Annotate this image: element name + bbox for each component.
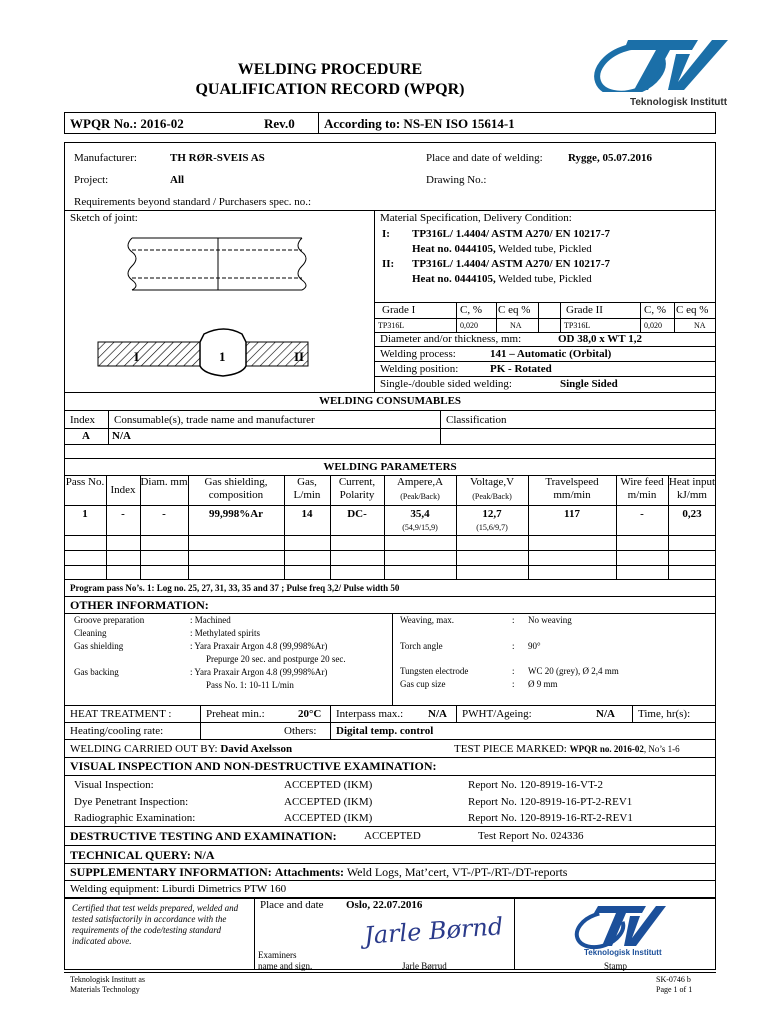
param-row-voltage-detail: (15,6/9,7)	[476, 523, 508, 532]
place-date-label: Place and date of welding:	[426, 152, 543, 164]
cooling-label: Heating/cooling rate:	[70, 725, 164, 737]
grade-1-c-label: C, %	[460, 304, 482, 316]
cleaning-value: : Methylated spirits	[190, 628, 260, 638]
destructive-report: Test Report No. 024336	[478, 830, 584, 842]
footer-doc-code: SK-0746 b	[656, 975, 691, 984]
torch-colon: :	[512, 641, 515, 651]
param-row-wire-feed: -	[640, 508, 644, 520]
radiographic-label: Radiographic Examination:	[74, 812, 196, 824]
other-title: OTHER INFORMATION:	[70, 598, 209, 612]
position-label: Welding position:	[380, 363, 459, 375]
others-label: Others:	[284, 725, 317, 737]
sketch-right-mark: II	[294, 349, 305, 364]
weaving-value: No weaving	[528, 615, 572, 625]
pwht-value: N/A	[596, 708, 615, 720]
consumables-row-value: N/A	[112, 430, 131, 442]
sided-value: Single Sided	[560, 378, 618, 390]
certification-statement: Certified that test welds prepared, welded and tested satisfactorily in accordance with the requirements of the code/testing standard indicated above.	[72, 903, 239, 946]
cup-colon: :	[512, 679, 515, 689]
param-header-current: Current, Polarity	[338, 476, 376, 501]
parameters-title: WELDING PARAMETERS	[323, 461, 457, 473]
sketch-label: Sketch of joint:	[70, 212, 138, 224]
material-1-label: I:	[382, 228, 390, 240]
param-header-heat-input: Heat input kJ/mm	[668, 476, 716, 501]
footer-page: Page 1 of 1	[656, 985, 693, 994]
place-date-value: Rygge, 05.07.2016	[568, 152, 652, 164]
cleaning-label: Cleaning	[74, 628, 107, 638]
carried-out: WELDING CARRIED OUT BY: David Axelsson	[70, 743, 293, 755]
welding-equipment: Welding equipment: Liburdi Dimetrics PTW 160	[70, 883, 287, 895]
program-note: Program pass No’s. 1: Log no. 25, 27, 31, 33, 35 and 37 ; Pulse freq 3,2/ Pulse width 50	[70, 583, 400, 593]
pwht-label: PWHT/Ageing:	[462, 708, 532, 720]
weaving-colon: :	[512, 615, 515, 625]
tungsten-label: Tungsten electrode	[400, 666, 469, 676]
visual-title: VISUAL INSPECTION AND NON-DESTRUCTIVE EXAMINATION:	[70, 759, 437, 773]
param-row-heat-input: 0,23	[682, 508, 702, 520]
grade-2-c-value: 0,020	[644, 321, 662, 330]
visual-inspection-label: Visual Inspection:	[74, 779, 154, 791]
dye-penetrant-report: Report No. 120-8919-16-PT-2-REV1	[468, 796, 633, 808]
param-header-diam: Diam. mm	[140, 476, 188, 488]
manufacturer-label: Manufacturer:	[74, 152, 137, 164]
technical-query: TECHNICAL QUERY: N/A	[70, 848, 215, 862]
visual-inspection-report: Report No. 120-8919-16-VT-2	[468, 779, 603, 791]
param-header-pass: Pass No.	[65, 476, 105, 488]
stamp-logo-icon	[570, 900, 670, 950]
torch-value: 90°	[528, 641, 541, 651]
destructive-result: ACCEPTED	[364, 830, 421, 842]
radiographic-result: ACCEPTED (IKM)	[284, 812, 373, 824]
examiner-signature: Jarle Børnd	[363, 912, 505, 950]
process-value: 141 – Automatic (Orbital)	[490, 348, 612, 360]
process-label: Welding process:	[380, 348, 456, 360]
gas-shield-label: Gas shielding	[74, 641, 124, 651]
stamp-label: Stamp	[604, 961, 628, 971]
param-header-gas-shielding: Gas shielding, composition	[204, 476, 268, 501]
stamp-text: Teknologisk Institutt	[584, 948, 662, 957]
radiographic-report: Report No. 120-8919-16-RT-2-REV1	[468, 812, 633, 824]
visual-inspection-result: ACCEPTED (IKM)	[284, 779, 373, 791]
param-row-diam: -	[162, 508, 166, 520]
requirements-label: Requirements beyond standard / Purchasers spec. no.:	[74, 196, 312, 208]
param-row-ampere: 35,4	[410, 508, 430, 520]
logo-mark-icon	[588, 32, 738, 92]
examiners-label: Examiners	[258, 950, 297, 960]
diameter-label: Diameter and/or thickness, mm:	[380, 333, 522, 345]
torch-label: Torch angle	[400, 641, 443, 651]
material-2-heat: Heat no. 0444105, Welded tube, Pickled	[412, 273, 592, 285]
sided-label: Single-/double sided welding:	[380, 378, 512, 390]
interpass-label: Interpass max.:	[336, 708, 404, 720]
consumables-classification-label: Classification	[446, 414, 507, 426]
param-row-index: -	[121, 508, 125, 520]
param-row-gas-flow: 14	[301, 508, 313, 520]
manufacturer-value: TH RØR-SVEIS AS	[170, 152, 265, 164]
material-2-spec: TP316L/ 1.4404/ ASTM A270/ EN 10217-7	[412, 258, 611, 270]
grade-2-ceq-value: NA	[694, 321, 706, 330]
time-label: Time, hr(s):	[638, 708, 691, 720]
grade-1-c-value: 0,020	[460, 321, 478, 330]
param-row-ampere-detail: (54,9/15,9)	[402, 523, 438, 532]
grade-1-value: TP316L	[378, 321, 405, 330]
param-header-voltage: Voltage,V	[469, 476, 515, 488]
gas-backing-value-2: Pass No. 1: 10-11 L/min	[206, 680, 294, 690]
param-row-voltage: 12,7	[482, 508, 502, 520]
gas-shield-value: : Yara Praxair Argon 4.8 (99,998%Ar)	[190, 641, 328, 651]
project-label: Project:	[74, 174, 109, 186]
cup-value: Ø 9 mm	[528, 679, 558, 689]
param-header-voltage-sub: (Peak/Back)	[472, 492, 512, 501]
grade-2-label: Grade II	[566, 304, 603, 316]
tungsten-colon: :	[512, 666, 515, 676]
cert-place-date-label: Place and date	[260, 899, 324, 911]
destructive-label: DESTRUCTIVE TESTING AND EXAMINATION:	[70, 829, 337, 843]
param-header-ampere: Ampere,A	[396, 476, 444, 488]
others-value: Digital temp. control	[336, 725, 434, 737]
cup-label: Gas cup size	[400, 679, 446, 689]
logo	[588, 32, 738, 112]
consumables-row-index: A	[82, 430, 90, 442]
grade-2-c-label: C, %	[644, 304, 666, 316]
sketch-left-mark: I	[134, 349, 140, 364]
footer-org-line-2: Materials Technology	[70, 985, 140, 994]
material-1-heat: Heat no. 0444105, Welded tube, Pickled	[412, 243, 592, 255]
wpqr-number: WPQR No.: 2016-02	[70, 116, 184, 131]
preheat-value: 20°C	[298, 708, 322, 720]
dye-penetrant-result: ACCEPTED (IKM)	[284, 796, 373, 808]
revision: Rev.0	[264, 116, 295, 131]
stamp	[570, 900, 670, 958]
param-header-gas-flow: Gas, L/min	[293, 476, 321, 501]
material-1-spec: TP316L/ 1.4404/ ASTM A270/ EN 10217-7	[412, 228, 611, 240]
dye-penetrant-label: Dye Penetrant Inspection:	[74, 796, 189, 808]
param-header-travelspeed: Travelspeed mm/min	[545, 476, 599, 501]
material-2-label: II:	[382, 258, 395, 270]
standard: According to: NS-EN ISO 15614-1	[324, 116, 515, 131]
grade-1-label: Grade I	[382, 304, 416, 316]
cert-place-date-value: Oslo, 22.07.2016	[346, 899, 423, 911]
grade-1-ceq-value: NA	[510, 321, 522, 330]
groove-value: : Machined	[190, 615, 231, 625]
param-header-ampere-sub: (Peak/Back)	[400, 492, 440, 501]
interpass-value: N/A	[428, 708, 447, 720]
supplementary-info: SUPPLEMENTARY INFORMATION: Attachments: Weld Logs, Mat’cert, VT-/PT-/RT-/DT-reports	[70, 865, 568, 879]
footer-org-line-1: Teknologisk Institutt as	[70, 975, 145, 984]
examiner-name: Jarle Børrud	[402, 961, 447, 971]
param-row-pass: 1	[82, 508, 88, 520]
diameter-value: OD 38,0 x WT 1,2	[558, 333, 642, 345]
param-row-current: DC-	[347, 508, 367, 520]
param-header-wire-feed: Wire feed m/min	[620, 476, 664, 501]
grade-1-ceq-label: C eq %	[498, 304, 531, 316]
name-sign-label: name and sign.	[258, 961, 313, 971]
position-value: PK - Rotated	[490, 363, 552, 375]
preheat-label: Preheat min.:	[206, 708, 265, 720]
param-row-travelspeed: 117	[564, 508, 580, 520]
material-label: Material Specification, Delivery Condition:	[380, 212, 572, 224]
project-value: All	[170, 174, 185, 186]
param-header-index: Index	[110, 484, 136, 496]
grade-2-value: TP316L	[564, 321, 591, 330]
consumables-index-label: Index	[70, 414, 96, 426]
title-line-2: QUALIFICATION RECORD (WPQR)	[195, 81, 465, 98]
consumables-name-label: Consumable(s), trade name and manufacturer	[114, 414, 315, 426]
gas-backing-value: : Yara Praxair Argon 4.8 (99,998%Ar)	[190, 667, 328, 677]
weaving-label: Weaving, max.	[400, 615, 455, 625]
groove-label: Groove preparation	[74, 615, 145, 625]
grade-2-ceq-label: C eq %	[676, 304, 709, 316]
title-line-1: WELDING PROCEDURE	[237, 61, 423, 78]
drawing-label: Drawing No.:	[426, 174, 487, 186]
sketch-pass-mark: 1	[219, 349, 226, 364]
test-piece-marked: TEST PIECE MARKED: WPQR no. 2016-02, No’s 1-6	[454, 743, 680, 755]
tungsten-value: WC 20 (grey), Ø 2,4 mm	[528, 666, 619, 676]
heat-treatment-label: HEAT TREATMENT :	[70, 708, 172, 720]
consumables-title: WELDING CONSUMABLES	[318, 395, 462, 407]
gas-shield-value-2: Prepurge 20 sec. and postpurge 20 sec.	[206, 654, 346, 664]
logo-text: Teknologisk Institutt	[630, 97, 728, 108]
gas-backing-label: Gas backing	[74, 667, 119, 677]
param-row-gas-shielding: 99,998%Ar	[208, 508, 264, 520]
